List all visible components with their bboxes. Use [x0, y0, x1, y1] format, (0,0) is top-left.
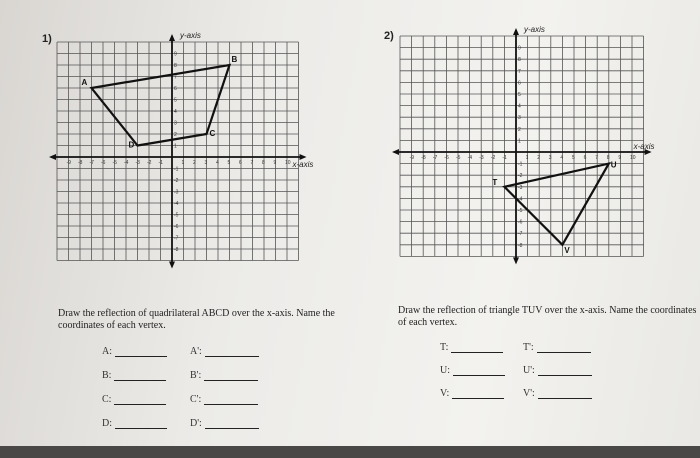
x-tick-label: 4: [216, 160, 219, 166]
problem-1-coordinate-grid: [45, 28, 315, 288]
x-tick-label: 6: [239, 160, 242, 166]
p2-x-arrow-left: [392, 149, 399, 155]
x-tick-label: 7: [595, 155, 598, 161]
answer-prime-label: T':: [523, 342, 534, 353]
y-tick-label: -8: [518, 242, 523, 249]
y-tick-label: 6: [174, 86, 177, 92]
y-tick-label: -2: [174, 178, 179, 184]
answer-blank[interactable]: [453, 366, 505, 376]
p2-y-axis-label: y-axis: [524, 25, 545, 34]
y-tick-label: -4: [518, 196, 523, 203]
answer-label: U:: [440, 365, 450, 376]
x-tick-label: 1: [181, 160, 185, 166]
answer-prime-label: U':: [523, 365, 535, 376]
x-tick-label: -8: [421, 155, 426, 161]
x-tick-label: 10: [285, 160, 291, 166]
vertex-label-b: B: [231, 55, 238, 64]
x-tick-label: 5: [227, 160, 231, 166]
y-tick-label: 2: [174, 132, 177, 138]
p2-x-axis-label: x-axis: [633, 142, 655, 151]
answer-prime-blank[interactable]: [537, 343, 591, 353]
x-tick-label: 5: [572, 155, 575, 161]
answer-v: [440, 388, 504, 399]
answer-prime-blank[interactable]: [204, 371, 258, 381]
answer-blank[interactable]: [114, 395, 166, 405]
answer-prime-blank[interactable]: [205, 419, 259, 429]
answer-t: [440, 342, 503, 353]
vertex-label-t: T: [492, 177, 498, 187]
x-tick-label: -7: [89, 160, 94, 166]
x-tick-label: -9: [409, 155, 415, 161]
x-tick-label: -1: [158, 160, 163, 166]
problem-1-number: 1): [42, 33, 52, 45]
y-tick-label: 6: [518, 80, 521, 87]
y-tick-label: -7: [518, 231, 523, 238]
y-tick-label: -3: [174, 189, 179, 196]
answer-prime-label: V':: [523, 388, 535, 399]
p2-y-arrow: [513, 28, 519, 35]
vertex-label-d: D: [128, 140, 135, 150]
x-tick-label: 3: [204, 160, 208, 166]
x-tick-label: 4: [560, 155, 564, 161]
answer-t-prime: [523, 342, 591, 353]
answer-a-prime: [190, 346, 259, 357]
x-tick-label: -9: [66, 160, 71, 166]
x-tick-label: 2: [193, 160, 196, 166]
p1-y-axis-label: y-axis: [180, 31, 201, 40]
y-tick-label: -8: [174, 247, 179, 253]
y-tick-label: 5: [518, 92, 521, 98]
answer-u-prime: [523, 365, 592, 376]
y-tick-label: 5: [174, 97, 177, 104]
p1-y-arrow-bottom: [169, 262, 175, 269]
y-tick-label: -4: [174, 201, 179, 207]
problem-1-instructions: Draw the reflection of quadrilateral ABCD over the x-axis. Name the coordinates of each vertex.: [58, 308, 335, 331]
answer-d-prime: [190, 418, 259, 429]
answer-blank[interactable]: [452, 389, 504, 399]
y-tick-label: -3: [518, 184, 523, 191]
y-tick-label: -6: [174, 224, 179, 230]
y-tick-label: -1: [518, 161, 523, 168]
vertex-label-a: A: [81, 78, 88, 87]
x-tick-label: -1: [502, 155, 507, 161]
answer-a: [102, 346, 167, 357]
x-tick-label: 1: [525, 155, 529, 161]
x-tick-label: -5: [456, 155, 461, 161]
answer-label: V:: [440, 388, 450, 399]
answer-prime-label: C':: [190, 394, 202, 405]
answer-prime-blank[interactable]: [204, 395, 258, 405]
answer-blank[interactable]: [114, 371, 166, 381]
y-tick-label: 7: [518, 68, 521, 75]
answer-label: T:: [440, 342, 449, 353]
x-tick-label: -5: [112, 160, 117, 166]
p1-x-arrow-left: [49, 154, 56, 160]
answer-blank[interactable]: [115, 347, 167, 357]
answer-b: [102, 370, 166, 381]
answer-c: [102, 394, 166, 405]
vertex-label-u: U: [610, 160, 617, 170]
answer-prime-blank[interactable]: [538, 366, 592, 376]
p2-tick-labels: [410, 46, 636, 249]
p2-y-arrow-bottom: [513, 257, 519, 264]
y-tick-label: 1: [174, 143, 177, 150]
x-tick-label: -8: [78, 160, 83, 166]
x-tick-label: 9: [618, 155, 622, 161]
x-tick-label: -3: [479, 155, 484, 161]
x-tick-label: 10: [630, 155, 636, 161]
answer-c-prime: [190, 394, 258, 405]
vertex-label-c: C: [209, 129, 216, 138]
answer-u: [440, 365, 505, 376]
x-tick-label: 2: [537, 155, 540, 161]
x-tick-label: 9: [273, 160, 277, 166]
problem-2-number: 2): [384, 30, 394, 42]
answer-label: B:: [102, 370, 112, 381]
y-tick-label: -6: [518, 219, 523, 226]
x-tick-label: -6: [444, 155, 449, 161]
problem-2-instructions: Draw the reflection of triangle TUV over the x-axis. Name the coordinates of each vertex.: [398, 305, 697, 328]
p1-tick-labels: [67, 52, 291, 254]
x-tick-label: -4: [467, 155, 473, 161]
y-tick-label: 8: [174, 63, 177, 69]
y-tick-label: -5: [174, 212, 179, 219]
x-tick-label: 6: [583, 155, 587, 161]
y-tick-label: 4: [518, 103, 521, 110]
y-tick-label: -5: [518, 208, 523, 214]
p1-y-arrow: [169, 34, 175, 41]
y-tick-label: 3: [174, 120, 177, 127]
answer-blank[interactable]: [115, 419, 167, 429]
x-tick-label: 3: [548, 155, 552, 161]
answer-v-prime: [523, 388, 592, 399]
answer-prime-label: D':: [190, 418, 202, 429]
answer-label: C:: [102, 394, 112, 405]
y-tick-label: 9: [518, 45, 521, 52]
answer-prime-label: A':: [190, 346, 202, 357]
y-tick-label: 1: [518, 138, 521, 145]
y-tick-label: 2: [518, 126, 521, 133]
x-tick-label: -7: [432, 155, 438, 161]
y-tick-label: 4: [174, 109, 177, 115]
x-tick-label: -6: [101, 160, 106, 166]
answer-blank[interactable]: [451, 343, 503, 353]
y-tick-label: 8: [518, 57, 521, 64]
p1-x-axis-label: x-axis: [292, 160, 314, 169]
answer-prime-blank[interactable]: [205, 347, 259, 357]
x-tick-label: 7: [250, 160, 254, 166]
x-tick-label: -4: [124, 160, 129, 166]
answer-prime-label: B':: [190, 370, 202, 381]
x-tick-label: 8: [606, 155, 610, 161]
y-tick-label: -1: [174, 166, 179, 173]
answer-label: D:: [102, 418, 112, 429]
answer-label: A:: [102, 346, 112, 357]
y-tick-label: -7: [174, 235, 179, 242]
answer-d: [102, 418, 167, 429]
x-tick-label: -3: [135, 160, 140, 166]
problem-2-coordinate-grid: [380, 18, 680, 283]
answer-b-prime: [190, 370, 258, 381]
x-tick-label: -2: [147, 160, 152, 166]
desk-edge: [0, 446, 700, 458]
y-tick-label: 7: [174, 74, 177, 81]
x-tick-label: 8: [262, 160, 265, 166]
answer-prime-blank[interactable]: [538, 389, 592, 399]
y-tick-label: 9: [174, 51, 177, 58]
y-tick-label: -2: [518, 173, 523, 180]
x-tick-label: -2: [490, 155, 496, 161]
vertex-label-v: V: [564, 245, 570, 255]
y-tick-label: 3: [518, 115, 521, 122]
